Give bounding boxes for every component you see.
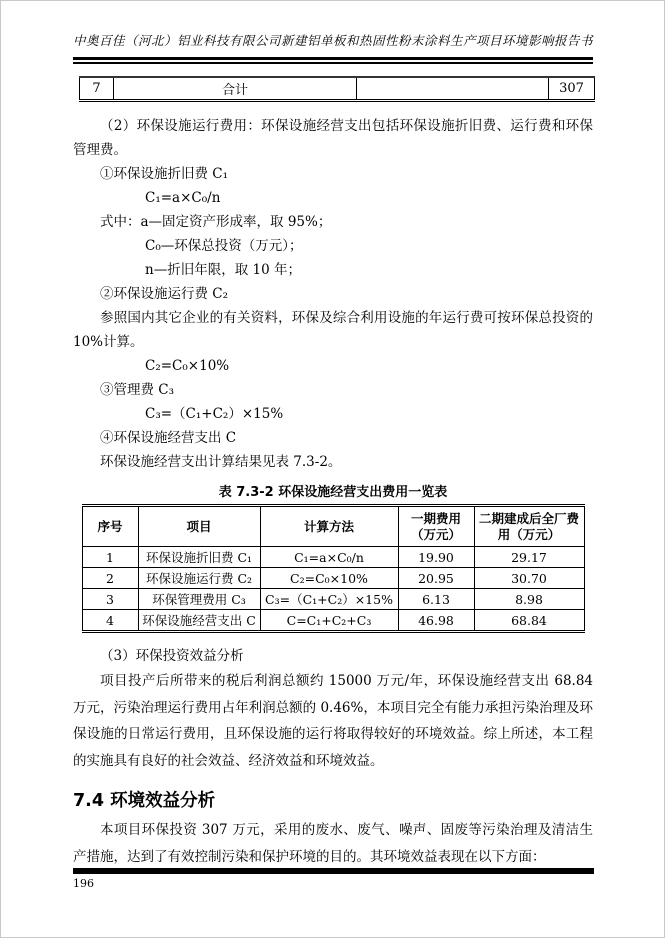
cell: 环保管理费用 C₃	[138, 589, 260, 610]
cell: 环保设施折旧费 C₁	[138, 547, 260, 568]
cell: 4	[82, 610, 138, 632]
cell: 6.13	[398, 589, 474, 610]
cell: C₁=a×C₀/n	[260, 547, 398, 568]
cell-empty	[357, 77, 549, 101]
continued-investment-table	[79, 76, 595, 102]
cell-total-label: 合计	[114, 77, 357, 101]
cell: 1	[82, 547, 138, 568]
table-row	[80, 77, 595, 101]
table-header-row	[82, 506, 584, 547]
item-operating-expense: ④环保设施经营支出 C	[100, 430, 237, 446]
col-header-phase1: 一期费用（万元）	[398, 506, 474, 547]
note-fixed-asset-rate: 式中：a—固定资产形成率，取 95%；	[100, 214, 332, 230]
running-header: 中奥百佳（河北）铝业科技有限公司新建铝单板和热固性粉末涂料生产项目环境影响报告书	[73, 33, 594, 48]
item-management-fee: ③管理费 C₃	[100, 382, 175, 398]
table-row	[82, 589, 584, 610]
cell-serial: 7	[80, 77, 114, 101]
cell: 环保设施运行费 C₂	[138, 568, 260, 589]
table-row	[82, 610, 584, 632]
cell: 19.90	[398, 547, 474, 568]
cell: C₃=（C₁+C₂）×15%	[260, 589, 398, 610]
col-header-method: 计算方法	[260, 506, 398, 547]
cell: 29.17	[474, 547, 584, 568]
cell: C₂=C₀×10%	[260, 568, 398, 589]
col-header-serial: 序号	[82, 506, 138, 547]
paragraph-benefit-analysis: 项目投产后所带来的税后利润总额约 15000 万元/年，环保设施经营支出 68.84 万元，污染治理运行费用占年利润总额的 0.46%，本项目完全有能力承担污染治理及环保设施的日常运行费用，且环保设施的运行将取得较好的环境效益。综上所述，本工程的实施具有良好的社会效益、经济效益和环境效益。	[73, 673, 593, 769]
note-total-investment: C₀—环保总投资（万元）；	[145, 238, 303, 254]
note-depreciation-years: n—折旧年限，取 10 年；	[145, 262, 301, 278]
page-number: 196	[73, 877, 94, 890]
page-footer	[73, 868, 594, 890]
table-row	[82, 547, 584, 568]
col-header-phase2: 二期建成后全厂费用（万元）	[474, 506, 584, 547]
formula-c1: C₁=a×C₀/n	[145, 190, 221, 206]
paragraph-benefit-analysis-head: （3）环保投资效益分析	[100, 648, 244, 664]
cell-total-value: 307	[549, 77, 595, 101]
paragraph-operating-cost: （2）环保设施运行费用：环保设施经营支出包括环保设施折旧费、运行费和环保管理费。	[73, 118, 593, 158]
cell: 20.95	[398, 568, 474, 589]
paragraph-see-table: 环保设施经营支出计算结果见表 7.3-2。	[100, 454, 342, 470]
cell: 68.84	[474, 610, 584, 632]
cell: 46.98	[398, 610, 474, 632]
body-text	[73, 114, 593, 474]
table-caption: 表 7.3-2 环保设施经营支出费用一览表	[218, 485, 448, 500]
paragraph-environment-benefit: 本项目环保投资 307 万元，采用的废水、废气、噪声、固废等污染治理及清洁生产措施，达到了有效控制污染和保护环境的目的。其环境效益表现在以下方面：	[73, 822, 593, 865]
cell: 2	[82, 568, 138, 589]
cell: 8.98	[474, 589, 584, 610]
cell: 30.70	[474, 568, 584, 589]
footer-rule	[73, 868, 594, 874]
paragraph-reference: 参照国内其它企业的有关资料，环保及综合利用设施的年运行费可按环保总投资的10%计算。	[73, 310, 593, 350]
cell: 环保设施经营支出 C	[138, 610, 260, 632]
header-rule	[73, 57, 593, 64]
item-running-cost: ②环保设施运行费 C₂	[100, 286, 229, 302]
table-row	[82, 568, 584, 589]
expense-summary-table	[82, 504, 585, 633]
body-text-tail	[73, 644, 593, 870]
item-depreciation: ①环保设施折旧费 C₁	[100, 166, 229, 182]
section-heading-7-4: 7.4 环境效益分析	[73, 791, 216, 811]
cell: 3	[82, 589, 138, 610]
formula-c2: C₂=C₀×10%	[145, 358, 230, 374]
cell: C=C₁+C₂+C₃	[260, 610, 398, 632]
col-header-item: 项目	[138, 506, 260, 547]
formula-c3: C₃=（C₁+C₂）×15%	[145, 406, 284, 422]
